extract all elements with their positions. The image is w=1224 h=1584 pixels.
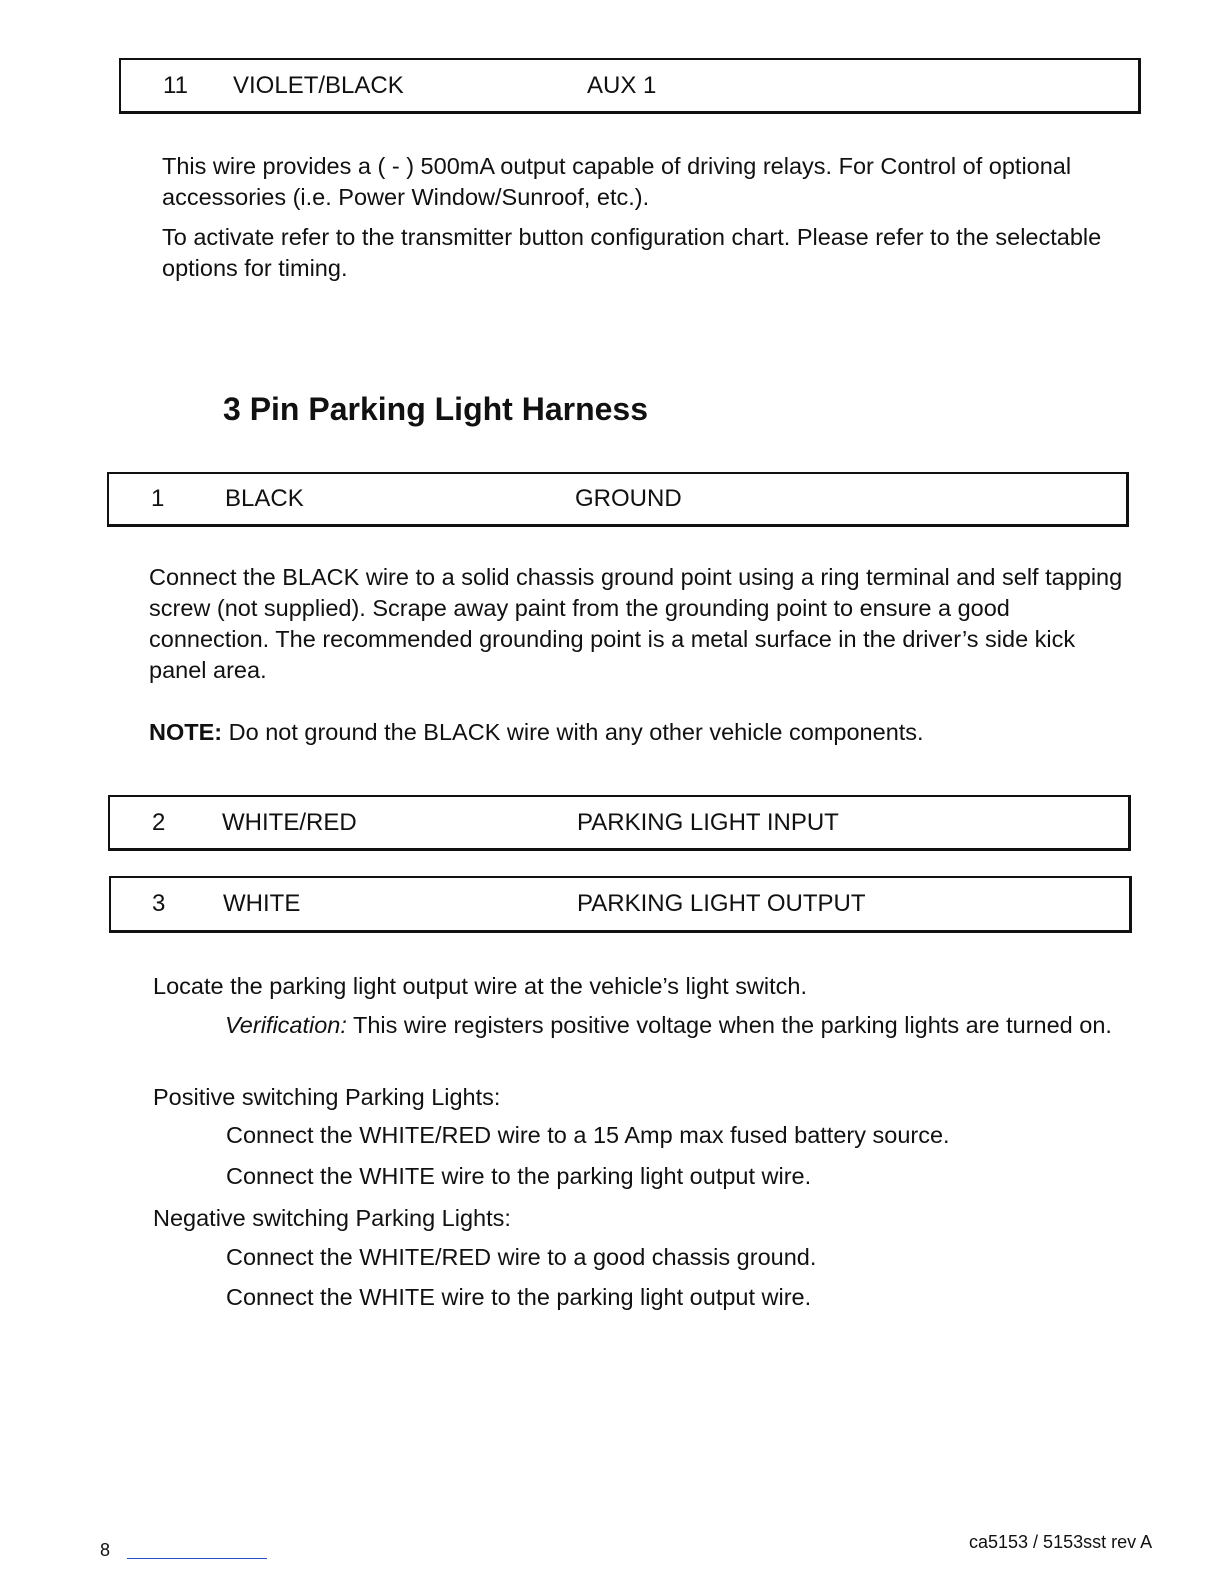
positive-heading: Positive switching Parking Lights: bbox=[153, 1084, 501, 1110]
pin-row-3 bbox=[109, 876, 1132, 933]
verification-text: This wire registers positive voltage when the parking lights are turned on. bbox=[346, 1012, 1112, 1038]
pin-color: WHITE/RED bbox=[222, 808, 357, 836]
pin-row-1 bbox=[107, 472, 1129, 527]
footer-rule bbox=[127, 1558, 267, 1559]
wire-color: VIOLET/BLACK bbox=[233, 71, 404, 99]
page-number: 8 bbox=[100, 1540, 111, 1560]
wire-row-11 bbox=[119, 58, 1141, 114]
negative-step-1: Connect the WHITE/RED wire to a good chassis ground. bbox=[226, 1244, 817, 1270]
wire-function: AUX 1 bbox=[587, 71, 657, 99]
negative-step-2: Connect the WHITE wire to the parking light output wire. bbox=[226, 1284, 812, 1310]
pin-number: 2 bbox=[152, 808, 166, 836]
verification bbox=[225, 1010, 1125, 1041]
pin-function: PARKING LIGHT INPUT bbox=[577, 808, 839, 836]
pin-color: WHITE bbox=[223, 890, 301, 917]
pin-function: GROUND bbox=[575, 485, 682, 512]
pin-function: PARKING LIGHT OUTPUT bbox=[577, 890, 866, 917]
ground-instructions: Connect the BLACK wire to a solid chassis ground point using a ring terminal and self tapping screw (not supplied). Scrape away paint from the grounding point to ensure a good connection. The recommended grounding point is a metal surface in the driver’s side kick panel area. bbox=[149, 564, 1123, 683]
note-text: Do not ground the BLACK wire with any other vehicle components. bbox=[222, 719, 924, 745]
negative-heading: Negative switching Parking Lights: bbox=[153, 1205, 511, 1231]
note-label: NOTE: bbox=[149, 719, 223, 745]
positive-step-1: Connect the WHITE/RED wire to a 15 Amp max fused battery source. bbox=[226, 1122, 950, 1148]
pin-row-2 bbox=[108, 795, 1131, 851]
ground-note bbox=[149, 717, 1124, 748]
pin-number: 3 bbox=[152, 890, 166, 917]
pin-number: 1 bbox=[151, 485, 165, 512]
document-id: ca5153 / 5153sst rev A bbox=[969, 1532, 1153, 1552]
locate-instruction: Locate the parking light output wire at the vehicle’s light switch. bbox=[153, 973, 808, 999]
verification-label: Verification: bbox=[225, 1012, 347, 1038]
wire-number: 11 bbox=[163, 71, 188, 99]
aux-activation: To activate refer to the transmitter button configuration chart. Please refer to the selectable options for timing. bbox=[162, 224, 1102, 281]
positive-step-2: Connect the WHITE wire to the parking light output wire. bbox=[226, 1163, 812, 1189]
aux-description: This wire provides a ( - ) 500mA output capable of driving relays. For Control of optional accessories (i.e. Power Window/Sunroof, etc.). bbox=[162, 153, 1072, 210]
pin-color: BLACK bbox=[225, 485, 304, 512]
section-title: 3 Pin Parking Light Harness bbox=[223, 391, 648, 427]
